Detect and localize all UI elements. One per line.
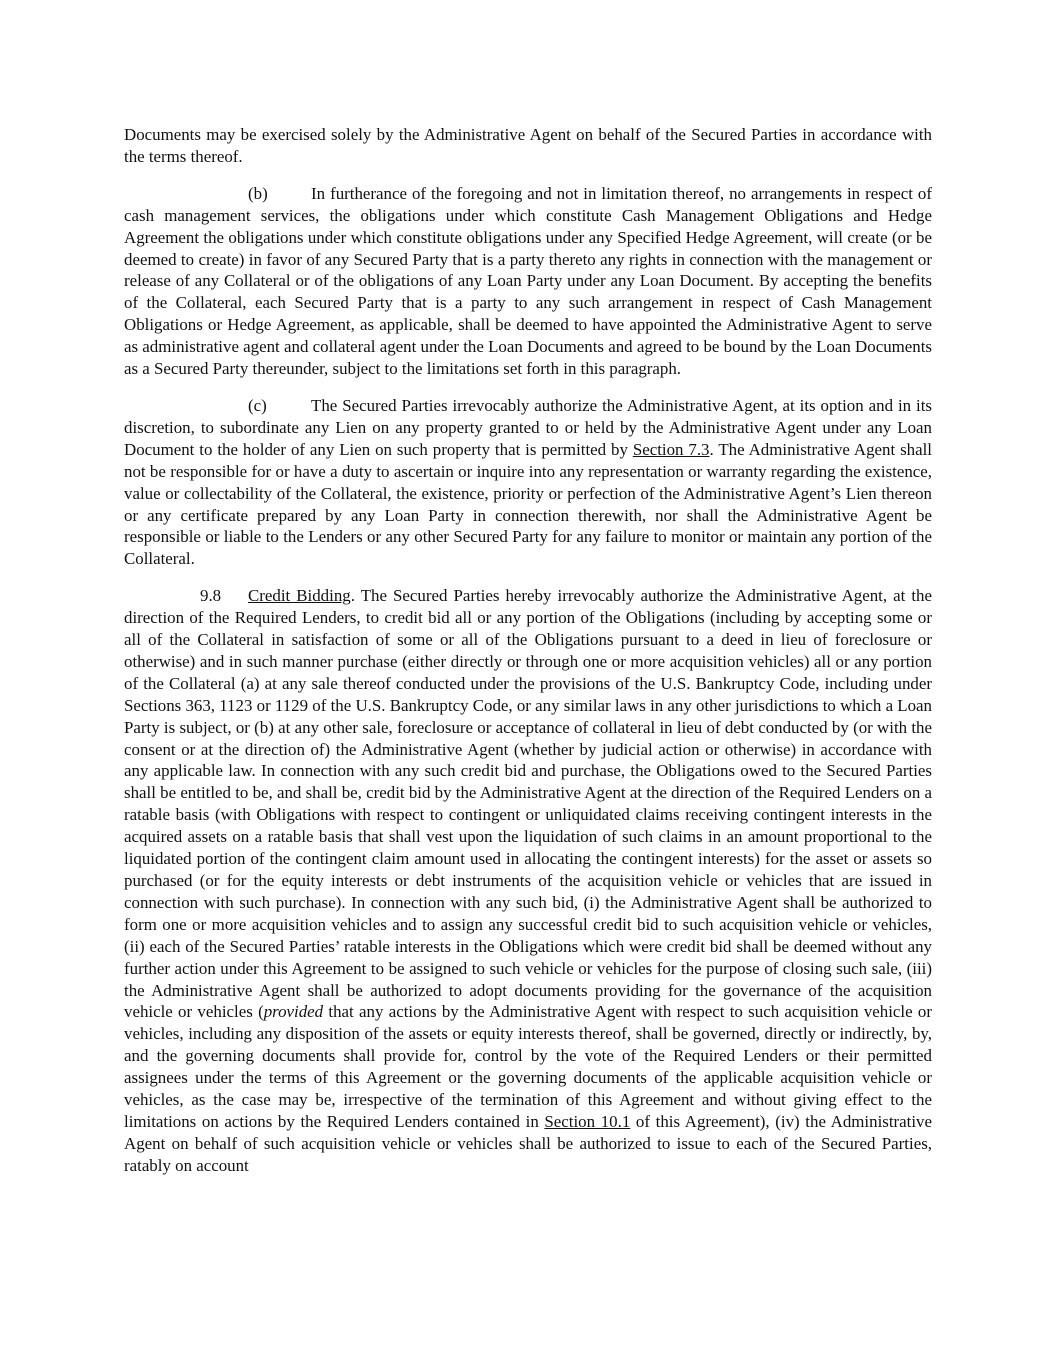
paragraph-b bbox=[124, 183, 932, 380]
section-heading: Credit Bidding bbox=[248, 586, 351, 606]
section-7-3-reference: Section 7.3 bbox=[632, 439, 710, 459]
paragraph-c-label: (c) bbox=[248, 395, 267, 415]
paragraph-c-text-after: . The Administrative Agent shall not be responsible for or have a duty to ascertain or inquire into any representation or warranty regarding the existence, value or collectability of the Collateral, the existence, priority or perfection of the Administrative Agent’s Lien thereon or any certificate prepared by any Loan Party in connection therewith, nor shall the Administrative Agent be responsible or liable to the Lenders or any other Secured Party for any failure to monitor or maintain any portion of the Collateral. bbox=[124, 439, 933, 569]
paragraph-c bbox=[124, 395, 932, 570]
paragraph-b-label: (b) bbox=[248, 183, 268, 203]
section-number: 9.8 bbox=[200, 586, 222, 606]
section-text-1: . The Secured Parties hereby irrevocably authorize the Administrative Agent, at the direction of the Required Lenders, to credit bid all or any portion of the Obligations (including by accepting some or all of the Collateral in satisfaction of some or all of the Obligations pursuant to a deed in lieu of foreclosure or otherwise) and in such manner purchase (either directly or through one or more acquisition vehicles) all or any portion of the Collateral (a) at any sale thereof conducted under the provisions of the U.S. Bankruptcy Code, including under Sections 363, 1123 or 1129 of the U.S. Bankruptcy Code, or any similar laws in any other jurisdictions to which a Loan Party is subject, or (b) at any other sale, foreclosure or acceptance of collateral in lieu of debt conducted by (or with the consent or at the direction of) the Administrative Agent (whether by judicial action or otherwise) in accordance with any applicable law. In connection with any such credit bid and purchase, the Obligations owed to the Secured Parties shall be entitled to be, and shall be, credit bid by the Administrative Agent at the direction of the Required Lenders on a ratable basis (with Obligations with respect to contingent or unliquidated claims receiving contingent interests in the acquired assets on a ratable basis that shall vest upon the liquidation of such claims in an amount proportional to the liquidated portion of the contingent claim amount used in allocating the contingent interests) for the asset or assets so purchased (or for the equity interests or debt instruments of the acquisition vehicle or vehicles that are issued in connection with such purchase). In connection with any such bid, (i) the Administrative Agent shall be authorized to form one or more acquisition vehicles and to assign any successful credit bid to such acquisition vehicle or vehicles, (ii) each of the Secured Parties’ ratable interests in the Obligations which were credit bid shall be deemed without any further action under this Agreement to be assigned to such vehicle or vehicles for the purpose of closing such sale, (iii) the Administrative Agent shall be authorized to adopt documents providing for the governance of the acquisition vehicle or vehicles ( bbox=[124, 586, 933, 1022]
document-page bbox=[124, 124, 932, 1192]
section-10-1-reference: Section 10.1 bbox=[544, 1111, 631, 1131]
paragraph-c-text-before: The Secured Parties irrevocably authorize the Administrative Agent, at its option and in its discretion, to subordinate any Lien on any property granted to or held by the Administrative Agent under any Loan Document to the holder of any Lien on such property that is permitted by bbox=[124, 395, 932, 459]
paragraph-a-continuation: Documents may be exercised solely by the Administrative Agent on behalf of the Secured Parties in accordance with the terms thereof. bbox=[124, 125, 932, 166]
section-text-3: of this Agreement), (iv) the Administrative Agent on behalf of such acquisition vehicle or vehicles shall be authorized to issue to each of the Secured Parties, ratably on account bbox=[124, 1111, 932, 1175]
section-text-2: that any actions by the Administrative Agent with respect to such acquisition vehicle or vehicles, including any disposition of the assets or equity interests thereof, shall be governed, directly or indirectly, by, and the governing documents shall provide for, control by the vote of the Required Lenders or their permitted assignees under the terms of this Agreement or the governing documents of the applicable acquisition vehicle or vehicles, as the case may be, irrespective of the termination of this Agreement and without giving effect to the limitations on actions by the Required Lenders contained in bbox=[124, 1002, 932, 1131]
paragraph-b-text: In furtherance of the foregoing and not in limitation thereof, no arrangements in respect of cash management services, the obligations under which constitute Cash Management Obligations and Hedge Agreement the obligations under which constitute obligations under any Specified Hedge Agreement, will create (or be deemed to create) in favor of any Secured Party that is a party thereto any rights in connection with the management or release of any Collateral or of the obligations of any Loan Party under any Loan Document. By accepting the benefits of the Collateral, each Secured Party that is a party to any such arrangement in respect of Cash Management Obligations or Hedge Agreement, as applicable, shall be deemed to have appointed the Administrative Agent to serve as administrative agent and collateral agent under the Loan Documents and agreed to be bound by the Loan Documents as a Secured Party thereunder, subject to the limitations set forth in this paragraph. bbox=[124, 183, 932, 379]
section-9-8 bbox=[124, 585, 932, 1176]
provided-italic: provided bbox=[263, 1002, 324, 1022]
